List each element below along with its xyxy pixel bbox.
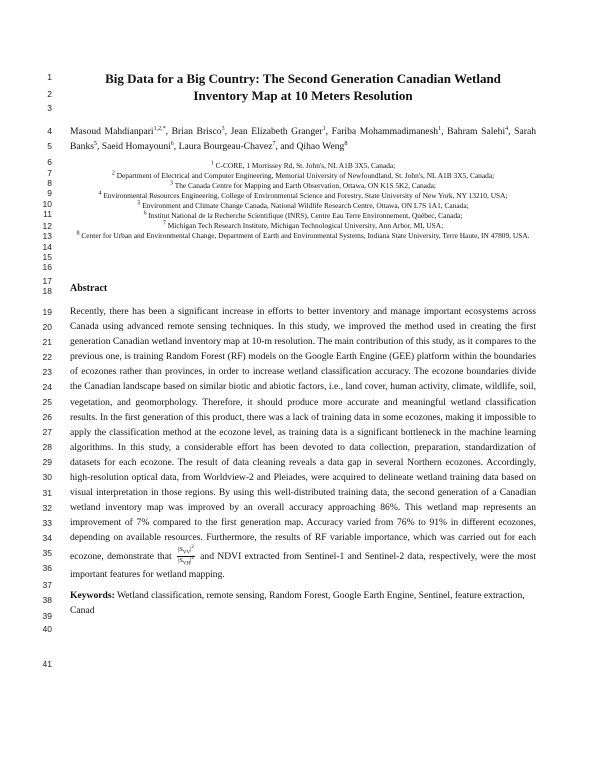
line-number: 30 bbox=[42, 472, 52, 482]
affiliation-list bbox=[70, 161, 536, 241]
keywords-text: Wetland classification, remote sensing, Random Forest, Google Earth Engine, Sentinel, feature extraction, Canad bbox=[70, 590, 525, 616]
author-list: Masoud Mahdianpari$^{1,2,*}$, Brian Brisco$^3$, Jean Elizabeth Granger$^1$, Fariba Mohammadimanesh$^1$, Bahram Salehi$^4$, Sarah Banks$^5$, Saeid Homayouni$^6$, Laura Bourgeau-Chavez$^7$, and Qihao Weng$^8$ bbox=[70, 125, 536, 152]
line-number: 18 bbox=[42, 286, 52, 296]
affiliation: $^2$ Department of Electrical and Computer Engineering, Memorial University of Newfoundland, St. John's, NL A1B 3X5, Canada; bbox=[111, 170, 495, 180]
line-number: 9 bbox=[47, 188, 52, 198]
line-number: 31 bbox=[42, 488, 52, 498]
formula-numerator: $|S_{VV}|^2$ bbox=[177, 544, 194, 555]
affiliation: $^7$ Michigan Tech Research Institute, Michigan Technological University, Ann Arbor, MI, USA; bbox=[162, 220, 444, 230]
line-number: 4 bbox=[47, 126, 52, 136]
affiliation: $^5$ Environment and Climate Change Canada, National Wildlife Research Centre, Ottawa, ON L7S 1A1, Canada; bbox=[137, 200, 469, 210]
line-number: 40 bbox=[42, 624, 52, 634]
line-number: 26 bbox=[42, 412, 52, 422]
author: and Qihao Weng$^8$ bbox=[280, 140, 348, 152]
line-number: 13 bbox=[42, 231, 52, 241]
paper-title bbox=[70, 70, 536, 104]
author: Saeid Homayouni$^6$ bbox=[101, 140, 174, 152]
line-number: 2 bbox=[47, 89, 52, 99]
line-number: 37 bbox=[42, 580, 52, 590]
line-number: 24 bbox=[42, 382, 52, 392]
keywords bbox=[70, 588, 536, 618]
line-number: 17 bbox=[42, 276, 52, 286]
keywords-label: Keywords: bbox=[70, 590, 115, 601]
affiliation: $^1$ C-CORE, 1 Morrissey Rd, St. John's, NL A1B 3X5, Canada; bbox=[210, 160, 396, 170]
line-number: 15 bbox=[42, 252, 52, 262]
line-number: 21 bbox=[42, 337, 52, 347]
abstract-heading: Abstract bbox=[70, 283, 108, 294]
abstract-body bbox=[70, 304, 536, 582]
author: Sarah Banks$^5$ bbox=[70, 126, 536, 152]
line-number: 39 bbox=[42, 611, 52, 621]
line-number: 14 bbox=[42, 242, 52, 252]
line-number: 10 bbox=[42, 199, 52, 209]
line-number: 28 bbox=[42, 442, 52, 452]
author: Bahram Salehi$^4$ bbox=[447, 125, 509, 137]
line-number: 3 bbox=[47, 103, 52, 113]
line-number: 5 bbox=[47, 141, 52, 151]
author: Masoud Mahdianpari$^{1,2,*}$ bbox=[70, 125, 166, 137]
affiliation: $^3$ The Canada Centre for Mapping and Earth Observation, Ottawa, ON K1S 5K2, Canada; bbox=[170, 180, 436, 190]
line-number: 36 bbox=[42, 563, 52, 573]
title-line: Inventory Map at 10 Meters Resolution bbox=[193, 88, 413, 103]
line-number: 11 bbox=[43, 209, 52, 219]
line-number: 38 bbox=[42, 595, 52, 605]
line-number: 27 bbox=[42, 427, 52, 437]
title-line: Big Data for a Big Country: The Second Generation Canadian Wetland bbox=[105, 71, 501, 86]
affiliation: $^8$ Center for Urban and Environmental Change, Department of Earth and Environmental Systems, Indiana State University, Terre Haute, IN 47809, USA. bbox=[76, 230, 530, 240]
line-number: 34 bbox=[42, 533, 52, 543]
line-number: 12 bbox=[42, 221, 52, 231]
affiliation: $^6$ Institut National de la Recherche Scientifique (INRS), Centre Eau Terre Environnement, Québec, Canada; bbox=[143, 210, 463, 220]
line-number: 35 bbox=[42, 548, 52, 558]
line-number: 19 bbox=[42, 307, 52, 317]
line-number: 1 bbox=[47, 72, 52, 82]
line-number: 25 bbox=[42, 397, 52, 407]
line-number: 32 bbox=[42, 503, 52, 513]
line-number: 23 bbox=[42, 367, 52, 377]
abstract-text-end: and NDVI extracted from Sentinel-1 and Sentinel-2 data, respectively, were the most important features for wetland mapping. bbox=[70, 550, 536, 581]
author: Laura Bourgeau-Chavez$^7$ bbox=[178, 140, 276, 152]
line-number: 20 bbox=[42, 322, 52, 332]
ratio-formula bbox=[177, 546, 195, 568]
formula-denominator: $|S_{VH}|^2$ bbox=[177, 555, 194, 567]
author: Brian Brisco$^3$ bbox=[171, 125, 225, 137]
abstract-text: Recently, there has been a significant increase in efforts to better inventory and manage important ecosystems across Canada using advanced remote sensing techniques. In this study, we improved the method used in creating the first generation Canadian wetland inventory map at 10-m resolution. The main contribution of this study, as it compares to the previous one, is training Random Forest (RF) models on the Google Earth Engine (GEE) platform within the boundaries of ecozones rather than provinces, in order to increase wetland classification accuracy. The ecozone boundaries divide the Canadian landscape based on similar biotic and abiotic factors, i.e., land cover, human activity, climate, wildlife, soil, vegetation, and geomorphology. Therefore, it should produce more accurate and meaningful wetland classification results. In the first generation of this product, there was a lack of training data in some ecozones, making it impossible to apply the classification method at the ecozone level, as training data is a significant bottleneck in the machine learning algorithms. In this study, a considerable effort has been devoted to data collection, preparation, standardization of datasets for each ecozone. The result of data cleaning reveals a data gap in several Northern ecozones. Accordingly, high-resolution optical data, from Worldview-2 and Pleiades, were acquired to delineate wetland training data based on visual interpretation in those regions. By using this well-distributed training data, the second generation of a Canadian wetland inventory map was improved by an overall accuracy approaching 86%. This wetland map represents an improvement of 7% compared to the first generation map. Accuracy varied from 76% to 91% in different ecozones, depending on available resources. Furthermore, the results of RF variable importance, which was carried out for each ecozone, demonstrate that bbox=[70, 306, 536, 562]
line-number: 8 bbox=[47, 178, 52, 188]
author: Fariba Mohammadimanesh$^1$ bbox=[331, 125, 442, 137]
line-number: 16 bbox=[42, 262, 52, 272]
line-number: 33 bbox=[42, 518, 52, 528]
line-number: 6 bbox=[47, 157, 52, 167]
author: Jean Elizabeth Granger$^1$ bbox=[230, 125, 326, 137]
line-number: 22 bbox=[42, 352, 52, 362]
line-number: 41 bbox=[42, 659, 52, 669]
affiliation: $^4$ Environmental Resources Engineering, College of Environmental Science and Forestry, State University of New York, NY 13210, USA; bbox=[98, 190, 508, 200]
line-number: 29 bbox=[42, 457, 52, 467]
line-number: 7 bbox=[47, 168, 52, 178]
